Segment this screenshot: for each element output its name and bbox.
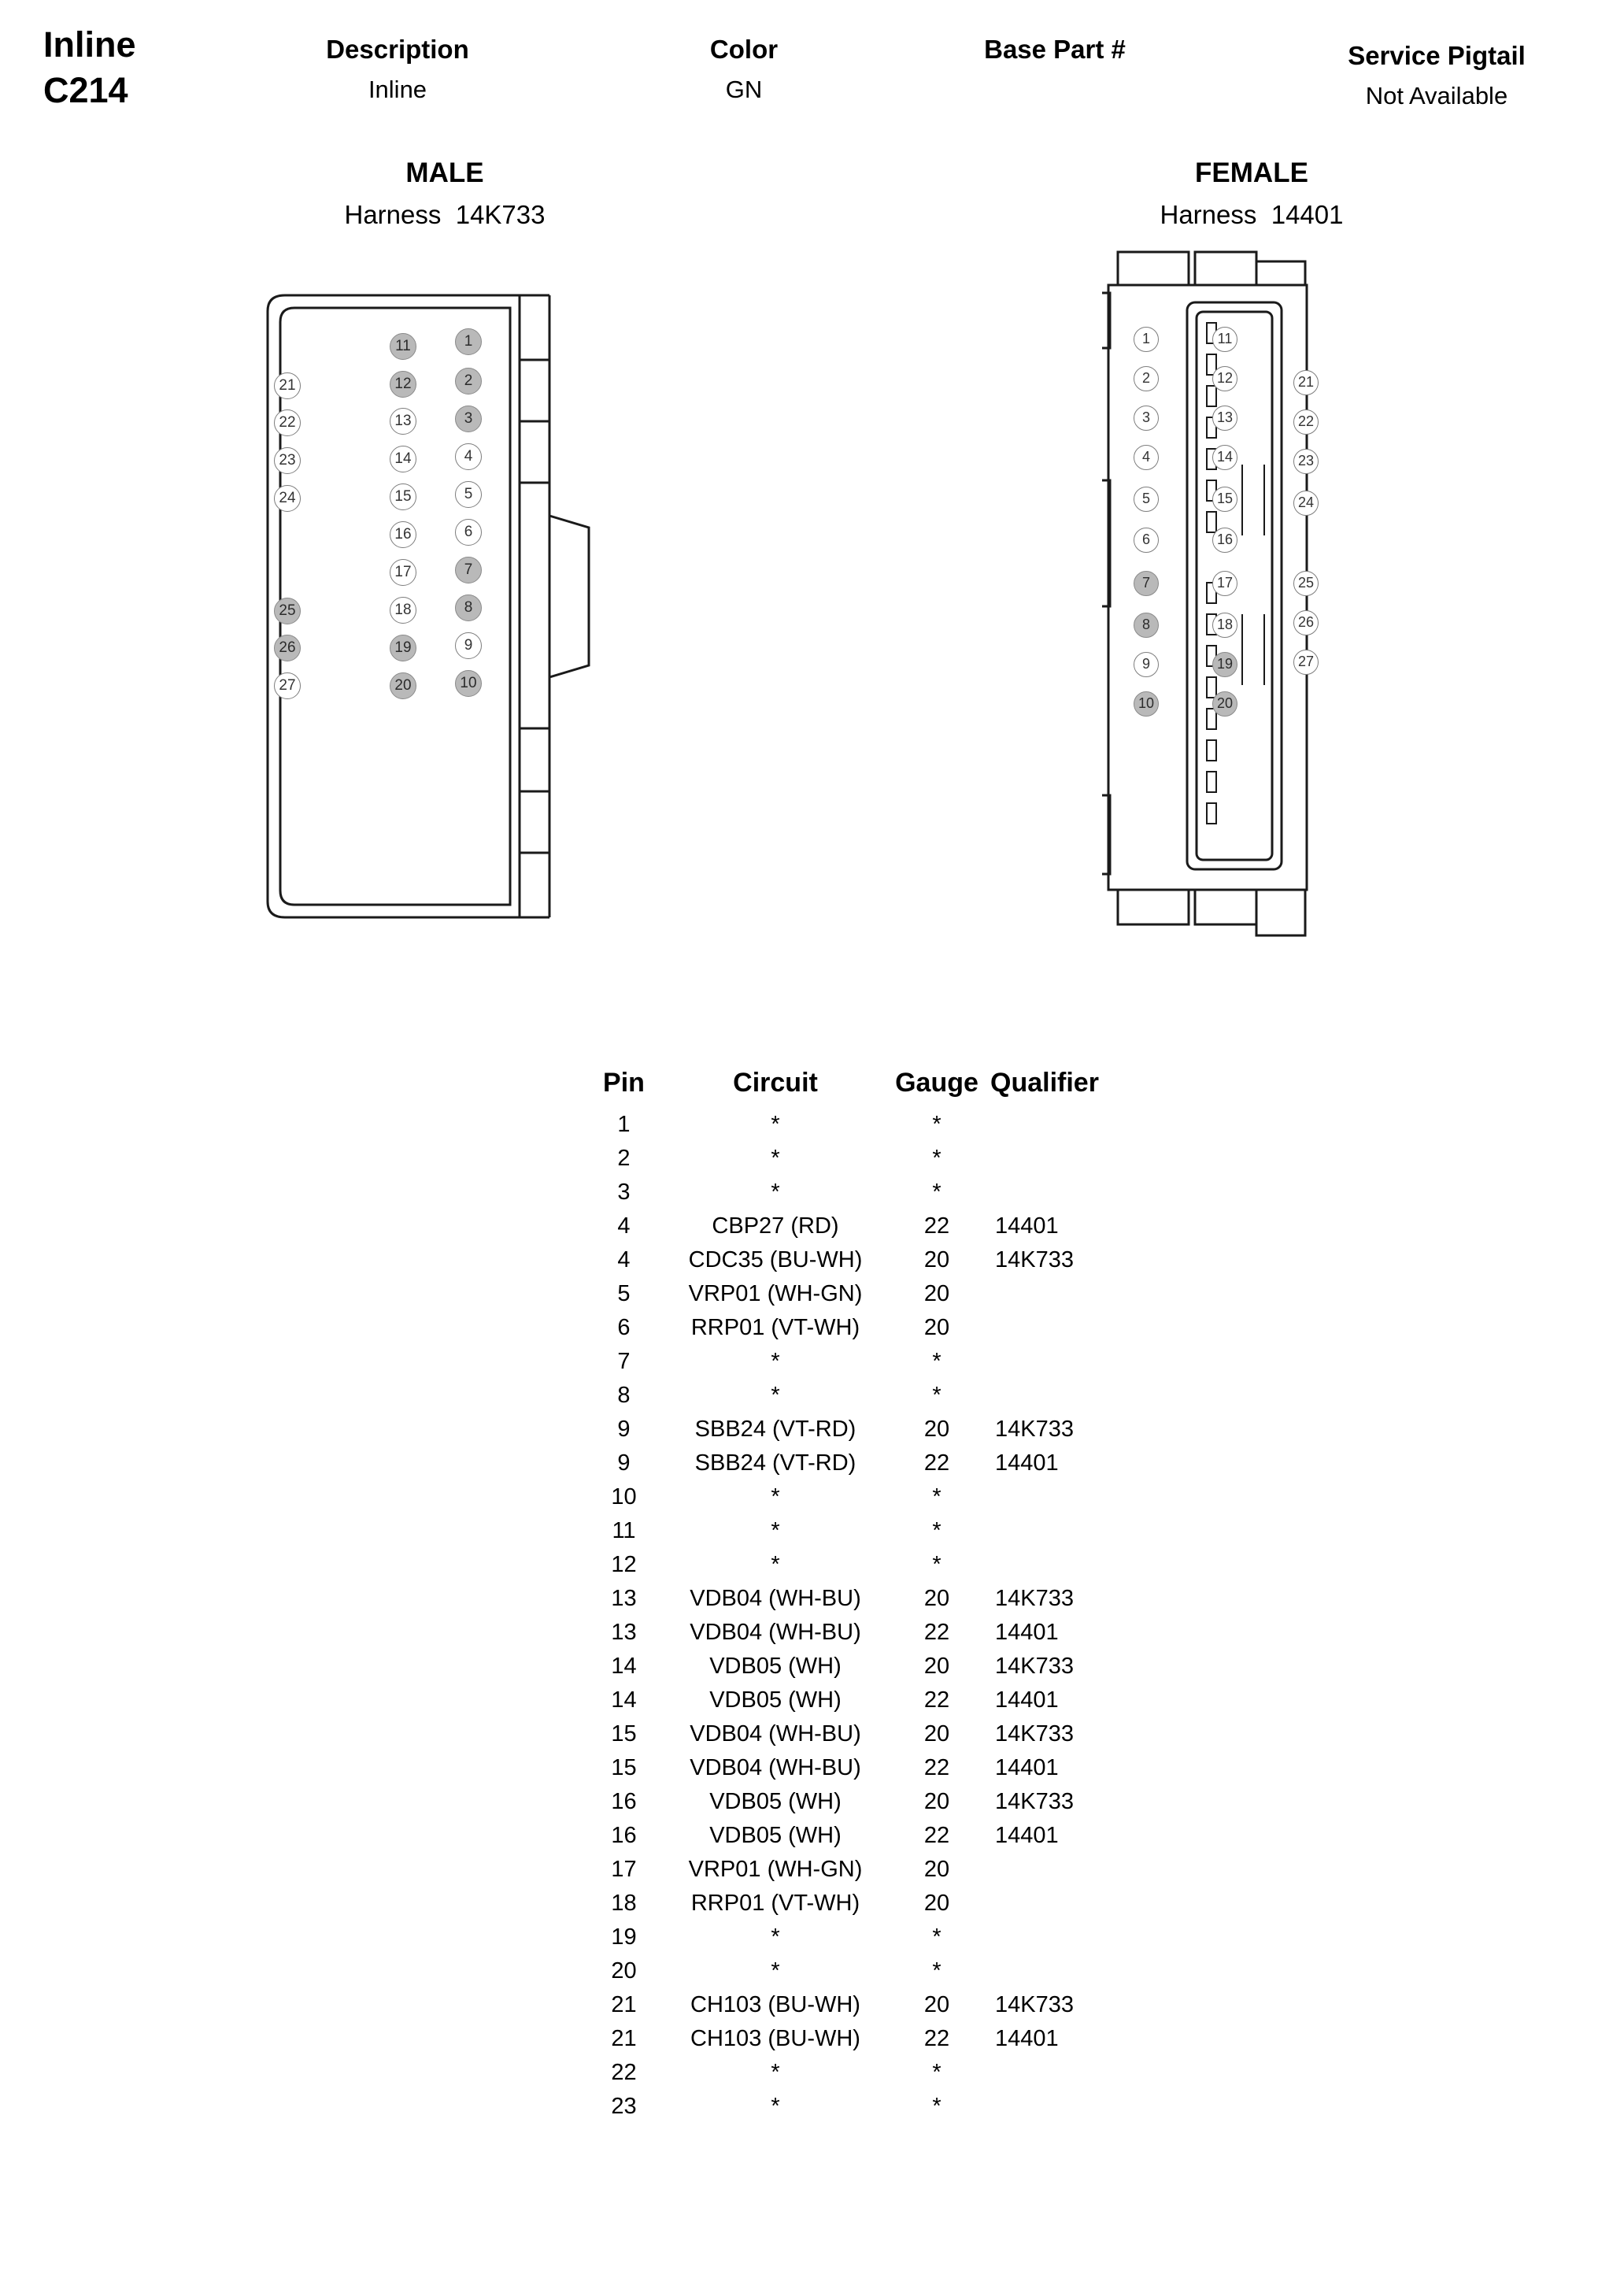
cell-qualifier <box>984 1853 1138 1887</box>
cell-circuit: SBB24 (VT-RD) <box>694 1417 856 1442</box>
cell-qualifier <box>984 1277 1138 1311</box>
female-pin-17: 17 <box>1212 571 1237 596</box>
male-pin-13: 13 <box>390 408 416 435</box>
table-row <box>586 1548 1138 1582</box>
table-row <box>586 1650 1138 1683</box>
description-column <box>272 35 523 104</box>
male-connector-title <box>169 157 720 230</box>
female-pin-25: 25 <box>1293 571 1319 596</box>
cell-pin: 12 <box>611 1552 637 1577</box>
table-row <box>586 1480 1138 1514</box>
cell-circuit: * <box>771 1383 780 1408</box>
table-row <box>586 1446 1138 1480</box>
cell-gauge: * <box>932 1180 941 1205</box>
female-connector-diagram <box>1102 244 1393 969</box>
male-pin-11: 11 <box>390 333 416 360</box>
cell-gauge: * <box>932 1383 941 1408</box>
cell-circuit: RRP01 (VT-WH) <box>690 1315 860 1340</box>
cell-gauge: 20 <box>923 1315 950 1340</box>
cell-circuit: * <box>771 1180 780 1205</box>
cell-pin: 9 <box>617 1417 631 1442</box>
cell-qualifier: 14401 <box>995 1450 1059 1476</box>
cell-qualifier <box>984 1345 1138 1379</box>
table-row <box>586 1277 1138 1311</box>
male-pin-2: 2 <box>455 368 482 394</box>
cell-qualifier: 14K733 <box>995 1417 1074 1442</box>
female-pin-21: 21 <box>1293 370 1319 395</box>
male-pin-16: 16 <box>390 521 416 548</box>
cell-qualifier <box>984 1142 1138 1176</box>
cell-gauge: 22 <box>923 2026 950 2051</box>
cell-pin: 23 <box>611 2094 637 2119</box>
cell-gauge: 20 <box>923 1992 950 2017</box>
cell-circuit: * <box>771 1924 780 1950</box>
cell-gauge: * <box>932 2060 941 2085</box>
cell-gauge: * <box>932 1484 941 1509</box>
cell-circuit: CBP27 (RD) <box>712 1213 839 1239</box>
cell-qualifier <box>984 1480 1138 1514</box>
description-value: Inline <box>368 76 427 103</box>
cell-qualifier: 14K733 <box>995 1789 1074 1814</box>
table-row <box>586 1988 1138 2022</box>
table-row <box>586 1243 1138 1277</box>
cell-circuit: CDC35 (BU-WH) <box>688 1247 863 1272</box>
cell-gauge: * <box>932 1349 941 1374</box>
female-pin-1: 1 <box>1134 327 1159 352</box>
cell-circuit: SBB24 (VT-RD) <box>694 1450 856 1476</box>
male-pin-19: 19 <box>390 635 416 661</box>
female-pin-4: 4 <box>1134 445 1159 470</box>
cell-pin: 15 <box>611 1721 637 1746</box>
female-pin-12: 12 <box>1212 366 1237 391</box>
cell-pin: 14 <box>611 1687 637 1713</box>
color-column <box>653 35 834 104</box>
cell-pin: 7 <box>617 1349 631 1374</box>
cell-circuit: VRP01 (WH-GN) <box>688 1281 863 1306</box>
cell-pin: 21 <box>611 2026 637 2051</box>
table-row <box>586 1379 1138 1413</box>
table-row <box>586 1853 1138 1887</box>
cell-pin: 4 <box>617 1247 631 1272</box>
female-pin-11: 11 <box>1212 327 1237 352</box>
cell-qualifier <box>984 2090 1138 2124</box>
male-pin-15: 15 <box>390 483 416 510</box>
table-row <box>586 1345 1138 1379</box>
female-pin-6: 6 <box>1134 528 1159 553</box>
cell-circuit: VRP01 (WH-GN) <box>688 1857 863 1882</box>
cell-circuit: * <box>771 1112 780 1137</box>
male-pin-20: 20 <box>390 672 416 699</box>
male-pin-12: 12 <box>390 371 416 398</box>
table-header-row <box>586 1067 1138 1108</box>
cell-pin: 3 <box>617 1180 631 1205</box>
cell-circuit: VDB04 (WH-BU) <box>690 1721 861 1746</box>
female-pin-23: 23 <box>1293 449 1319 474</box>
cell-pin: 8 <box>617 1383 631 1408</box>
female-pin-26: 26 <box>1293 610 1319 635</box>
male-pin-17: 17 <box>390 559 416 586</box>
cell-pin: 9 <box>617 1450 631 1476</box>
service-pigtail-label: Service Pigtail <box>1348 41 1526 70</box>
female-pin-18: 18 <box>1212 613 1237 638</box>
cell-qualifier <box>984 1514 1138 1548</box>
cell-circuit: VDB05 (WH) <box>709 1823 842 1848</box>
cell-gauge: 20 <box>923 1857 950 1882</box>
male-pin-3: 3 <box>455 406 482 432</box>
female-pin-3: 3 <box>1134 406 1159 431</box>
cell-qualifier <box>984 1176 1138 1209</box>
table-row <box>586 2056 1138 2090</box>
cell-gauge: 20 <box>923 1891 950 1916</box>
cell-gauge: 20 <box>923 1721 950 1746</box>
cell-circuit: * <box>771 2094 780 2119</box>
table-row <box>586 1717 1138 1751</box>
cell-gauge: 20 <box>923 1417 950 1442</box>
pin-table <box>586 1067 1138 2124</box>
cell-qualifier: 14401 <box>995 1687 1059 1713</box>
cell-pin: 14 <box>611 1654 637 1679</box>
cell-circuit: * <box>771 1146 780 1171</box>
cell-circuit: VDB04 (WH-BU) <box>690 1755 861 1780</box>
table-row <box>586 1413 1138 1446</box>
table-row <box>586 1921 1138 1954</box>
cell-qualifier <box>984 1954 1138 1988</box>
cell-qualifier: 14401 <box>995 1620 1059 1645</box>
cell-gauge: * <box>932 1518 941 1543</box>
female-pin-27: 27 <box>1293 650 1319 675</box>
table-row <box>586 1751 1138 1785</box>
cell-circuit: * <box>771 1518 780 1543</box>
female-pin-5: 5 <box>1134 487 1159 512</box>
male-connector-diagram <box>260 287 638 965</box>
cell-pin: 19 <box>611 1924 637 1950</box>
male-pin-26: 26 <box>274 635 301 661</box>
male-pin-25: 25 <box>274 598 301 624</box>
male-pin-6: 6 <box>455 519 482 546</box>
male-pin-8: 8 <box>455 595 482 621</box>
cell-pin: 11 <box>612 1518 636 1543</box>
cell-pin: 21 <box>611 1992 637 2017</box>
table-row <box>586 1582 1138 1616</box>
column-header-gauge: Gauge <box>895 1068 978 1098</box>
cell-circuit: VDB05 (WH) <box>709 1789 842 1814</box>
female-pin-9: 9 <box>1134 652 1159 677</box>
cell-circuit: * <box>771 1552 780 1577</box>
cell-pin: 13 <box>611 1620 637 1645</box>
cell-circuit: VDB05 (WH) <box>709 1654 842 1679</box>
table-row <box>586 1514 1138 1548</box>
cell-qualifier: 14401 <box>995 1213 1059 1239</box>
table-row <box>586 1785 1138 1819</box>
description-label: Description <box>326 35 469 64</box>
column-header-circuit: Circuit <box>733 1068 818 1098</box>
cell-circuit: * <box>771 1484 780 1509</box>
base-part-label: Base Part # <box>984 35 1126 64</box>
male-pin-18: 18 <box>390 597 416 624</box>
male-pin-5: 5 <box>455 481 482 508</box>
cell-gauge: 22 <box>923 1755 950 1780</box>
cell-pin: 1 <box>617 1112 631 1137</box>
table-row <box>586 1311 1138 1345</box>
cell-circuit: * <box>771 1958 780 1984</box>
male-pin-9: 9 <box>455 632 482 659</box>
cell-gauge: 20 <box>923 1247 950 1272</box>
cell-pin: 5 <box>617 1281 631 1306</box>
table-row <box>586 1887 1138 1921</box>
column-header-qualifier: Qualifier <box>990 1068 1099 1098</box>
table-row <box>586 1954 1138 1988</box>
cell-circuit: VDB05 (WH) <box>709 1687 842 1713</box>
cell-pin: 10 <box>611 1484 637 1509</box>
cell-circuit: VDB04 (WH-BU) <box>690 1620 861 1645</box>
cell-qualifier <box>984 1311 1138 1345</box>
table-row <box>586 1209 1138 1243</box>
male-gender-label: MALE <box>405 157 484 188</box>
cell-gauge: * <box>932 1958 941 1984</box>
cell-gauge: * <box>932 2094 941 2119</box>
female-gender-label: FEMALE <box>1195 157 1308 188</box>
female-pin-22: 22 <box>1293 409 1319 435</box>
table-row <box>586 1142 1138 1176</box>
male-pin-4: 4 <box>455 443 482 470</box>
female-connector-outline <box>1102 244 1393 969</box>
female-pin-16: 16 <box>1212 528 1237 553</box>
cell-qualifier <box>984 1887 1138 1921</box>
base-part-column <box>909 35 1200 76</box>
table-row <box>586 1819 1138 1853</box>
female-pin-15: 15 <box>1212 487 1237 512</box>
male-pin-23: 23 <box>274 447 301 474</box>
male-pin-7: 7 <box>455 557 482 583</box>
male-pin-27: 27 <box>274 672 301 699</box>
cell-qualifier: 14401 <box>995 2026 1059 2051</box>
cell-pin: 16 <box>611 1789 637 1814</box>
male-harness-label: Harness 14K733 <box>344 200 546 229</box>
cell-gauge: 22 <box>923 1213 950 1239</box>
cell-gauge: 22 <box>923 1687 950 1713</box>
cell-qualifier: 14K733 <box>995 1721 1074 1746</box>
service-pigtail-column <box>1275 41 1598 110</box>
page-header <box>0 0 1624 142</box>
male-pin-1: 1 <box>455 328 482 355</box>
female-harness-label: Harness 14401 <box>1160 200 1344 229</box>
service-pigtail-value: Not Available <box>1365 82 1508 109</box>
cell-circuit: RRP01 (VT-WH) <box>690 1891 860 1916</box>
cell-qualifier: 14K733 <box>995 1247 1074 1272</box>
female-pin-7: 7 <box>1134 571 1159 596</box>
table-row <box>586 2022 1138 2056</box>
cell-qualifier: 14401 <box>995 1823 1059 1848</box>
female-pin-10: 10 <box>1134 691 1159 717</box>
cell-qualifier: 14401 <box>995 1755 1059 1780</box>
cell-qualifier <box>984 1921 1138 1954</box>
male-pin-14: 14 <box>390 446 416 472</box>
cell-qualifier: 14K733 <box>995 1992 1074 2017</box>
cell-gauge: 20 <box>923 1654 950 1679</box>
cell-qualifier <box>984 2056 1138 2090</box>
table-row <box>586 1176 1138 1209</box>
cell-pin: 17 <box>611 1857 637 1882</box>
female-pin-13: 13 <box>1212 406 1237 431</box>
cell-gauge: 20 <box>923 1789 950 1814</box>
cell-pin: 4 <box>617 1213 631 1239</box>
table-body <box>586 1108 1138 2124</box>
cell-circuit: * <box>771 1349 780 1374</box>
cell-gauge: 22 <box>923 1450 950 1476</box>
male-pin-22: 22 <box>274 409 301 436</box>
table-row <box>586 1108 1138 1142</box>
cell-pin: 2 <box>617 1146 631 1171</box>
cell-qualifier <box>984 1548 1138 1582</box>
cell-qualifier <box>984 1379 1138 1413</box>
color-label: Color <box>709 35 779 64</box>
connector-type: Inline <box>43 24 136 65</box>
color-value: GN <box>725 76 763 103</box>
cell-gauge: 20 <box>923 1586 950 1611</box>
cell-gauge: 22 <box>923 1620 950 1645</box>
cell-circuit: CH103 (BU-WH) <box>690 1992 860 2017</box>
column-header-pin: Pin <box>603 1068 645 1098</box>
male-pin-24: 24 <box>274 485 301 512</box>
cell-gauge: * <box>932 1552 941 1577</box>
female-connector-title <box>976 157 1527 230</box>
female-pin-14: 14 <box>1212 445 1237 470</box>
cell-pin: 16 <box>611 1823 637 1848</box>
cell-gauge: * <box>932 1112 941 1137</box>
cell-pin: 20 <box>611 1958 637 1984</box>
cell-pin: 22 <box>611 2060 637 2085</box>
cell-qualifier: 14K733 <box>995 1586 1074 1611</box>
male-pin-10: 10 <box>455 670 482 697</box>
male-connector-outline <box>260 287 638 965</box>
female-pin-2: 2 <box>1134 366 1159 391</box>
table-row <box>586 2090 1138 2124</box>
cell-qualifier: 14K733 <box>995 1654 1074 1679</box>
cell-pin: 6 <box>617 1315 631 1340</box>
table-row <box>586 1616 1138 1650</box>
cell-gauge: 20 <box>923 1281 950 1306</box>
cell-pin: 15 <box>611 1755 637 1780</box>
cell-gauge: * <box>932 1924 941 1950</box>
male-pin-21: 21 <box>274 372 301 399</box>
cell-pin: 18 <box>611 1891 637 1916</box>
cell-circuit: CH103 (BU-WH) <box>690 2026 860 2051</box>
cell-circuit: VDB04 (WH-BU) <box>690 1586 861 1611</box>
female-pin-24: 24 <box>1293 491 1319 516</box>
cell-qualifier <box>984 1108 1138 1142</box>
female-pin-19: 19 <box>1212 652 1237 677</box>
table-row <box>586 1683 1138 1717</box>
cell-gauge: 22 <box>923 1823 950 1848</box>
female-pin-20: 20 <box>1212 691 1237 717</box>
connector-id: C214 <box>43 70 128 110</box>
cell-pin: 13 <box>611 1586 637 1611</box>
cell-gauge: * <box>932 1146 941 1171</box>
female-pin-8: 8 <box>1134 613 1159 638</box>
cell-circuit: * <box>771 2060 780 2085</box>
